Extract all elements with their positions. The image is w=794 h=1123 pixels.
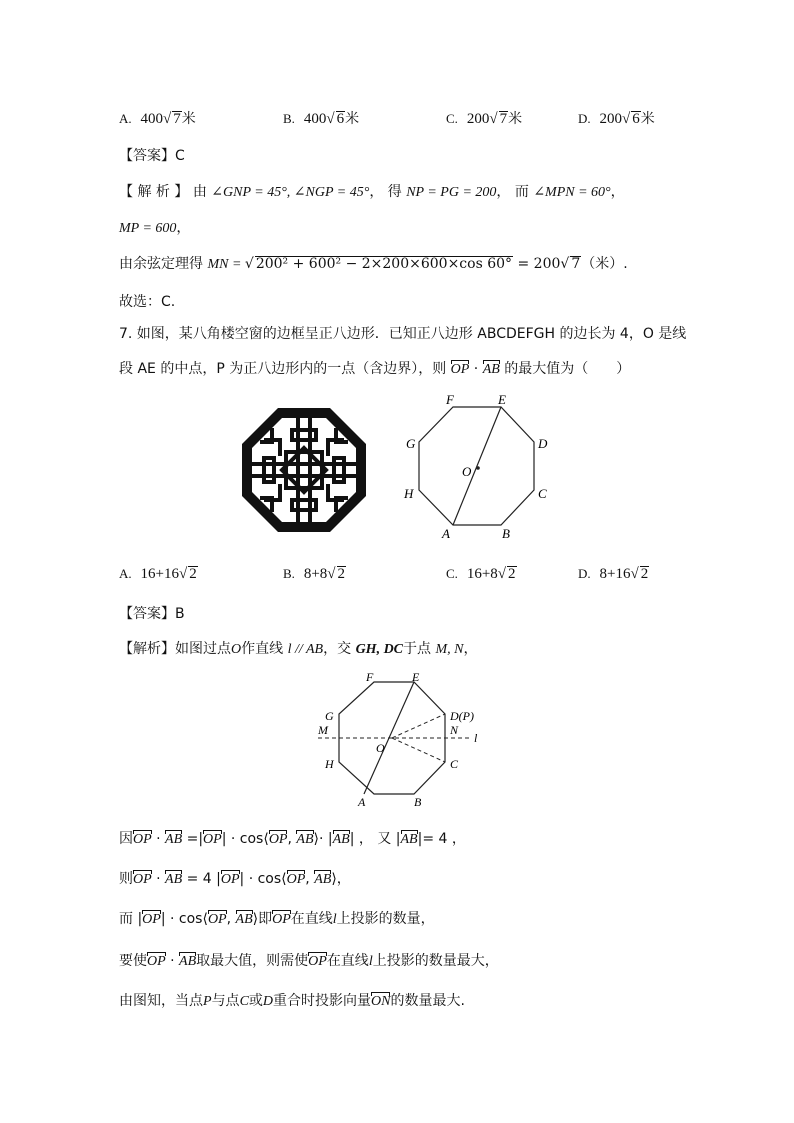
q6-cosine-law: 由余弦定理得 MN = √ 200² + 600² − 2×200×600×cos 60° = 200√ 7（米）.	[119, 256, 628, 272]
q6-analysis-line2: MP = 600，	[119, 220, 191, 236]
svg-text:O: O	[376, 741, 385, 755]
reasoning-line-4: 要使OP · AB取最大值，则需使OP在直线l上投影的数量最大，	[119, 953, 499, 969]
q6-option-c: C. 200√ 7米	[446, 111, 523, 127]
label-a: A	[442, 526, 450, 541]
octagon-figure-2	[310, 670, 490, 810]
svg-text:F: F	[366, 670, 374, 684]
label-h: H	[404, 486, 414, 501]
label-o: O	[462, 464, 472, 479]
q6-analysis-line1: 【 解 析 】 由 ∠GNP = 45°, ∠NGP = 45°， 得 NP = PG = 200， 而 ∠MPN = 60°，	[119, 184, 625, 200]
svg-text:G: G	[325, 709, 334, 723]
svg-text:E: E	[412, 670, 420, 684]
svg-text:A: A	[358, 795, 366, 809]
octagon-figure-1	[390, 392, 570, 542]
label-b: B	[502, 526, 510, 541]
q7-stem-line1: 7. 如图，某八角楼空窗的边框呈正八边形．已知正八边形 ABCDEFGH 的边长为 4，O 是线	[119, 326, 687, 342]
point-o	[476, 466, 480, 470]
segment-ae	[453, 407, 501, 525]
q6-option-a: A. 400√ 7米	[119, 111, 196, 127]
svg-text:M: M	[318, 723, 328, 737]
q7-option-d: D. 8+16√ 2	[578, 566, 649, 582]
svg-text:H: H	[325, 757, 334, 771]
reasoning-line-2: 则OP · AB = 4 |OP| · cos⟨OP, AB⟩，	[119, 871, 351, 887]
reasoning-line-3: 而 |OP| · cos⟨OP, AB⟩即OP在直线l上投影的数量，	[119, 911, 435, 927]
q7-answer: 【答案】B	[119, 606, 185, 622]
svg-text:C: C	[450, 757, 459, 771]
q7-option-a: A. 16+16√ 2	[119, 566, 197, 582]
q7-option-c: C. 16+8√ 2	[446, 566, 516, 582]
q7-stem-line2: 段 AE 的中点，P 为正八边形内的一点（含边界），则 OP · AB 的最大值为（ ）	[119, 361, 631, 377]
q7-analysis-intro: 【解析】如图过点O作直线 l // AB，交 GH, DC于点 M, N，	[119, 641, 478, 657]
label-c: C	[538, 486, 547, 501]
octagon-window-lattice-image	[242, 408, 366, 532]
q7-option-b: B. 8+8√ 2	[283, 566, 346, 582]
label-e: E	[498, 392, 506, 407]
reasoning-line-1: 因OP · AB =|OP| · cos⟨OP, AB⟩· |AB| ， 又 |AB|= 4 ，	[119, 831, 466, 847]
svg-text:l: l	[474, 731, 478, 745]
svg-text:B: B	[414, 795, 422, 809]
reasoning-line-5: 由图知，当点P与点C或D重合时投影向量ON的数量最大.	[119, 993, 465, 1009]
q6-option-d: D. 200√ 6米	[578, 111, 655, 127]
q6-conclusion: 故选：C.	[119, 294, 176, 310]
label-d: D	[538, 436, 548, 451]
svg-text:N: N	[450, 723, 459, 737]
label-f: F	[446, 392, 454, 407]
svg-text:D(P): D(P)	[450, 709, 474, 723]
label-g: G	[406, 436, 416, 451]
q6-answer: 【答案】C	[119, 148, 185, 164]
q6-option-b: B. 400√ 6米	[283, 111, 360, 127]
